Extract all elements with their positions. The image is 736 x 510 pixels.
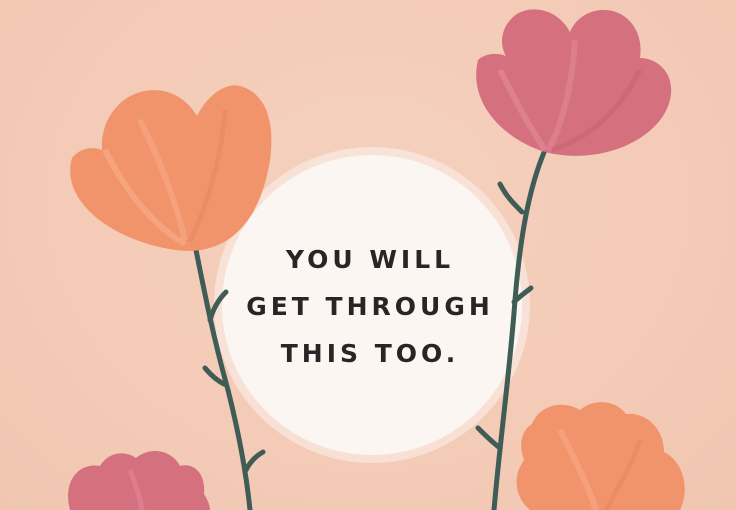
quote-line-3: THIS TOO. (280, 339, 460, 368)
quote-line-2: GET THROUGH (246, 292, 494, 321)
quote-line-1: YOU WILL (285, 245, 455, 274)
quote-text (230, 236, 510, 377)
